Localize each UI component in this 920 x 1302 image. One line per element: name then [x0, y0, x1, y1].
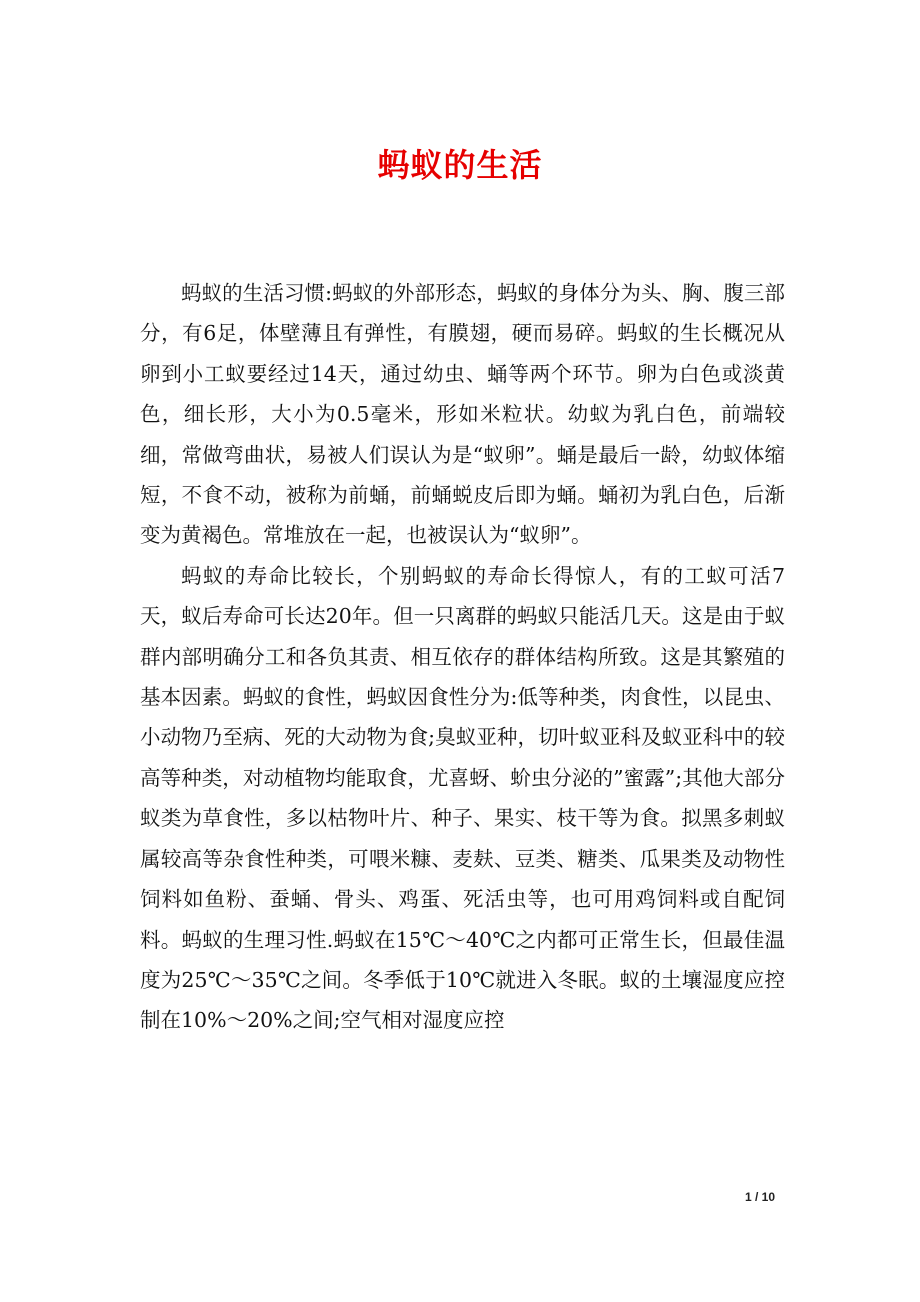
document-title: 蚂蚁的生活	[377, 146, 543, 184]
paragraph: 蚂蚁的生活习惯:蚂蚁的外部形态，蚂蚁的身体分为头、胸、腹三部分，有6足，体壁薄且有弹性，有膜翅，硬而易碎。蚂蚁的生长概况从卵到小工蚁要经过14天，通过幼虫、蛹等两个环节。卵为白色或淡黄色，细长形，大小为0.5毫米，形如米粒状。幼蚁为乳白色，前端较细，常做弯曲状，易被人们误认为是“蚁卵”。蛹是最后一龄，幼蚁体缩短，不食不动，被称为前蛹，前蛹蜕皮后即为蛹。蛹初为乳白色，后渐变为黄褐色。常堆放在一起，也被误认为“蚁卵”。	[140, 281, 785, 548]
page-number: 1 / 10	[744, 1190, 776, 1204]
document-body	[140, 273, 785, 1041]
paragraph: 蚂蚁的寿命比较长，个别蚂蚁的寿命长得惊人，有的工蚁可活7天，蚁后寿命可长达20年。但一只离群的蚂蚁只能活几天。这是由于蚁群内部明确分工和各负其责、相互依存的群体结构所致。这是其繁殖的基本因素。蚂蚁的食性，蚂蚁因食性分为:低等种类，肉食性，以昆虫、小动物乃至病、死的大动物为食;臭蚁亚种，切叶蚁亚科及蚁亚科中的较高等种类，对动植物均能取食，尤喜蚜、蚧虫分泌的”蜜露”;其他大部分蚁类为草食性，多以枯物叶片、种子、果实、枝干等为食。拟黑多刺蚁属较高等杂食性种类，可喂米糠、麦麸、豆类、糖类、瓜果类及动物性饲料如鱼粉、蚕蛹、骨头、鸡蛋、死活虫等，也可用鸡饲料或自配饲料。蚂蚁的生理习性.蚂蚁在15℃～40℃之内都可正常生长，但最佳温度为25℃～35℃之间。冬季低于10℃就进入冬眠。蚁的土壤湿度应控制在10%～20%之间;空气相对湿度应控	[140, 563, 785, 1033]
